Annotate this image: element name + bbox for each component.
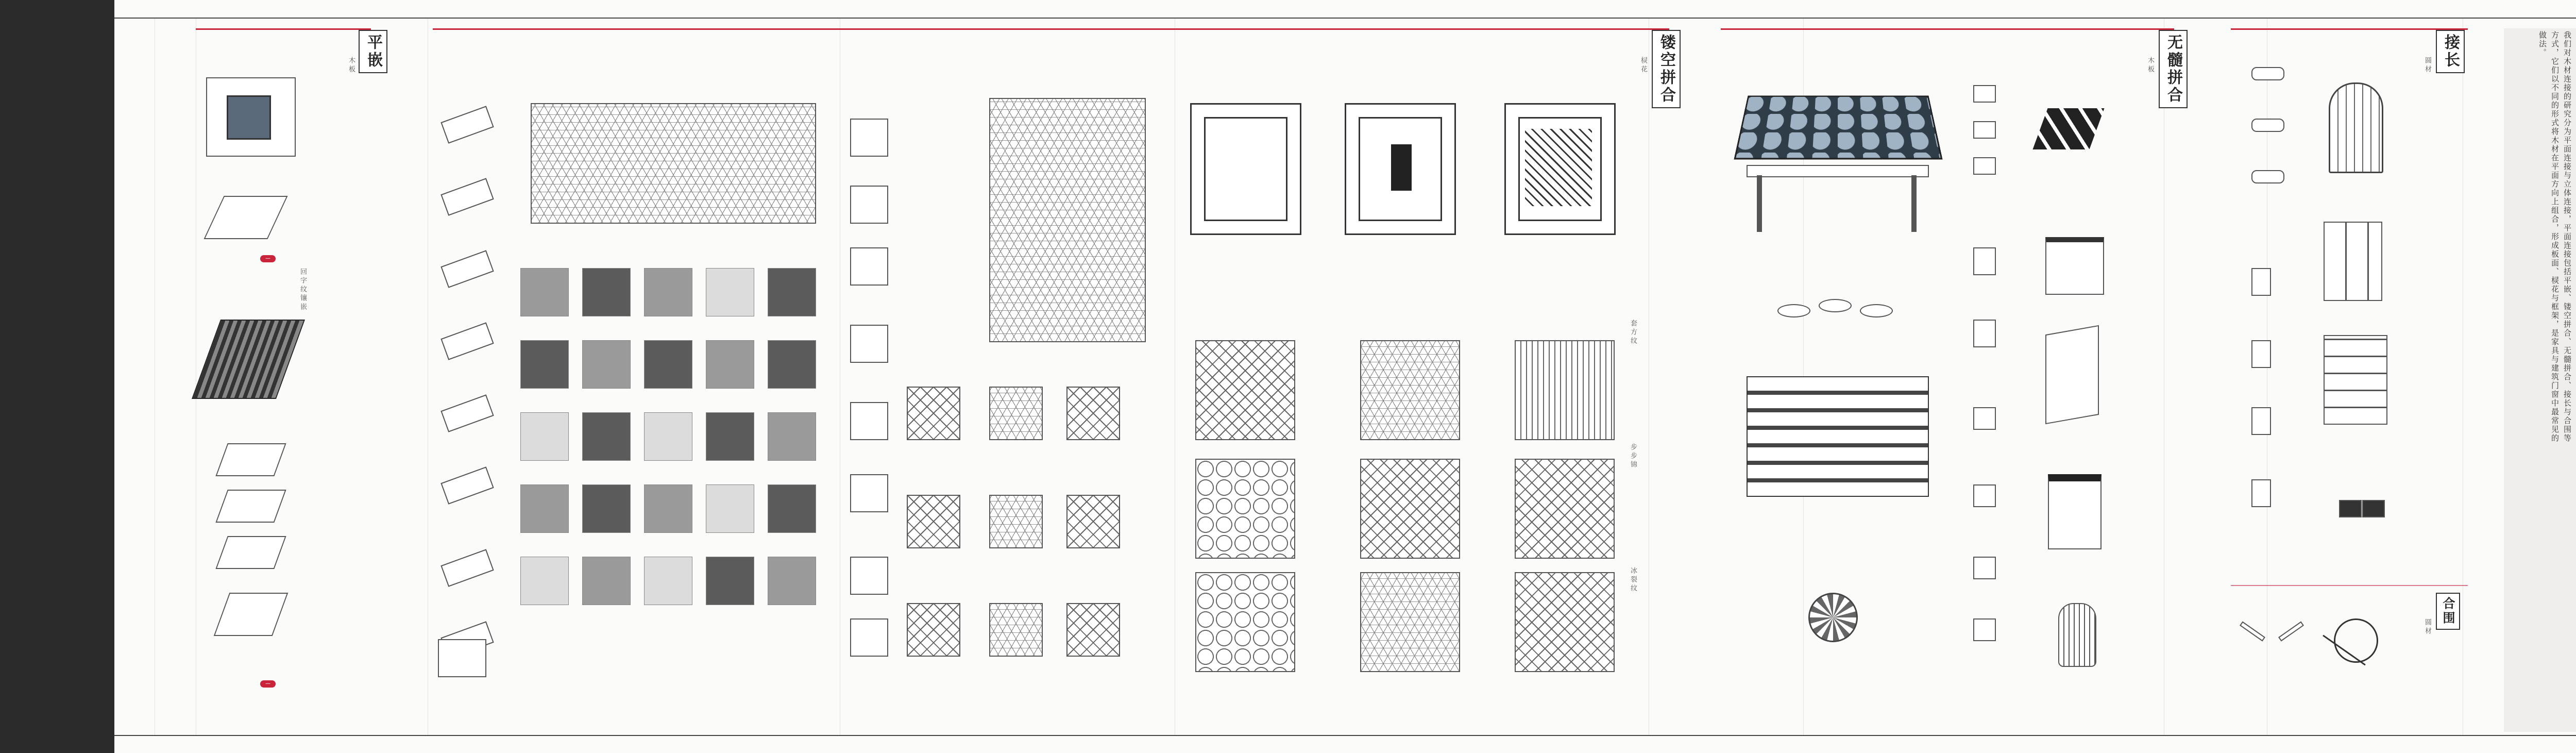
section-title-lattice: 镂空拼合 [1652, 30, 1681, 108]
lattice-tall-panel [989, 98, 1146, 342]
flat-label-huizi: 回字纹镶嵌 [299, 268, 307, 312]
tag-badge: — [260, 255, 276, 262]
section-sub-nochip: 木板 [2146, 57, 2154, 74]
top-rule [114, 18, 2576, 19]
ring-sketch [2334, 618, 2378, 663]
left-margin-bar [0, 0, 114, 753]
woven-panel [1747, 376, 1929, 497]
lattice-large-panel [531, 103, 816, 224]
round-back-chair [2329, 82, 2383, 173]
section-title-flat: 平嵌 [359, 30, 387, 73]
section-title-nochip: 无髓拼合 [2159, 30, 2188, 108]
round-rosette [1808, 593, 1858, 642]
lattice-row-label: 套方纹 [1629, 320, 1637, 346]
section-title-extend: 接长 [2436, 30, 2465, 73]
stone-table-top [1734, 96, 1942, 160]
section-sub-extend: 圆材 [2424, 57, 2431, 74]
bottom-rule [114, 735, 2576, 736]
tag-badge: — [260, 680, 276, 688]
section-sub-close: 圆材 [2424, 618, 2431, 636]
cabinet-panel-inlay [227, 95, 271, 140]
intro-paragraph-one: 我们对木材连接的研究分为平面连接与立体连接，平面连接包括平嵌、镂空拼合、无髓拼合、接长与合围等方式，它们以不同的形式将木材在平面方向上组合，形成板面、棂花与框架，是家具与建筑门窗中最常见的做法。 [2538, 31, 2572, 443]
section-sub-flat: 木板 [347, 57, 355, 74]
section-title-close: 合围 [2436, 593, 2460, 630]
section-sub-lattice: 棂花 [1639, 57, 1647, 74]
window-frame-1 [1190, 103, 1301, 235]
lattice-row-label: 步步锦 [1629, 443, 1637, 470]
lattice-row-label: 冰裂纹 [1629, 567, 1637, 593]
